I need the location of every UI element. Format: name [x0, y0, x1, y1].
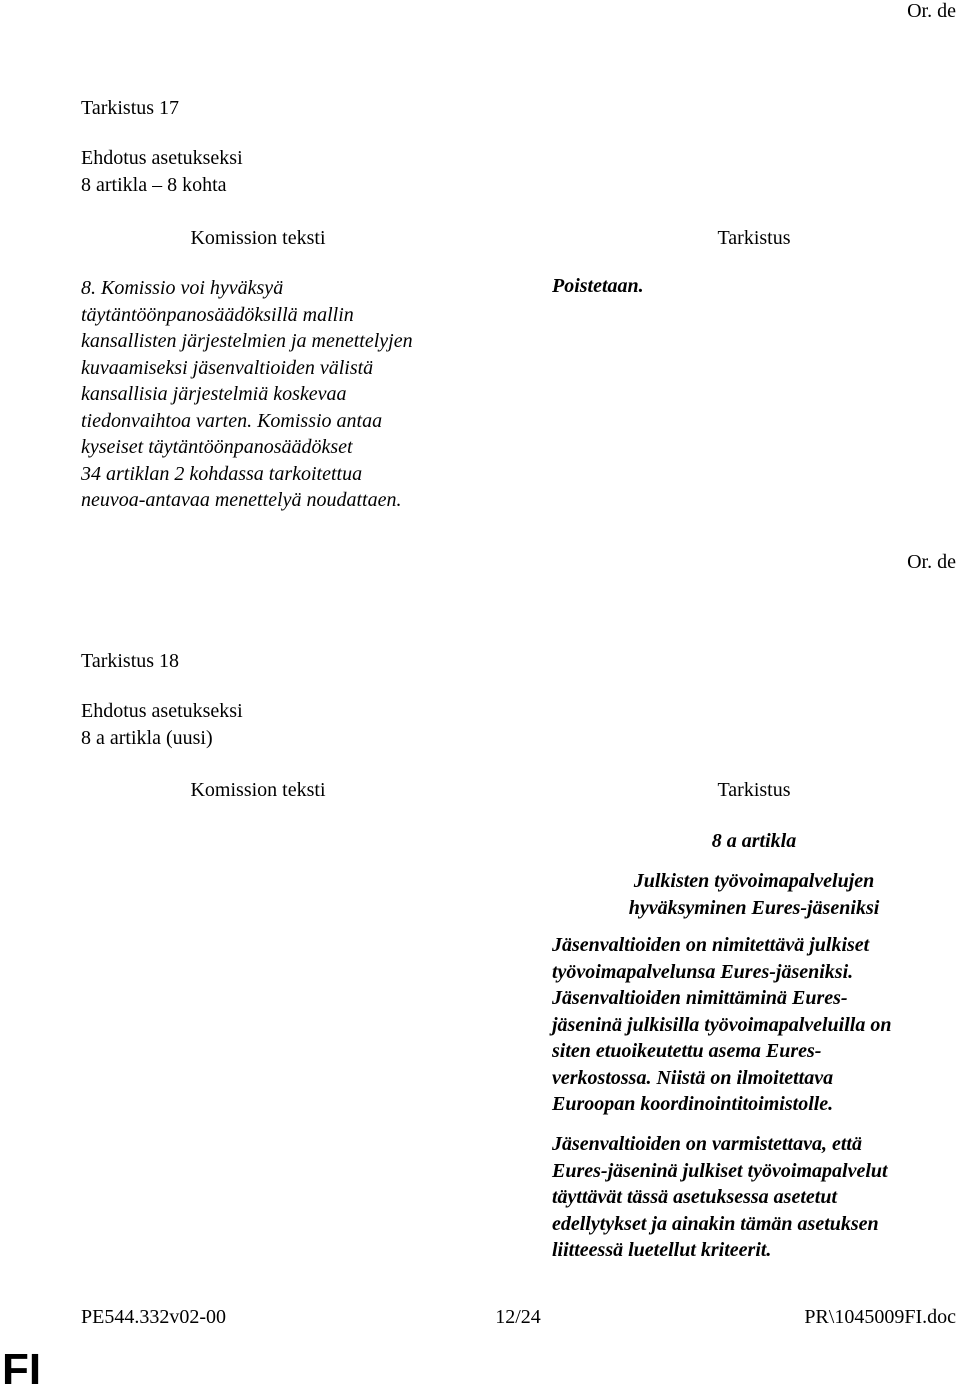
footer-page-number: 12/24: [495, 1306, 541, 1328]
text-line: siten etuoikeutettu asema Eures-: [552, 1040, 822, 1062]
text-line: jäseninä julkisilla työvoimapalveluilla on: [552, 1013, 892, 1036]
proposal-label: Ehdotus asetukseksi: [81, 700, 243, 722]
amendment-column-header: Tarkistus: [717, 779, 791, 801]
proposal-label: Ehdotus asetukseksi: [81, 147, 243, 169]
text-line: Eures-jäseninä julkiset työvoimapalvelut: [552, 1159, 888, 1182]
text-line: edellytykset ja ainakin tämän asetuksen: [552, 1212, 879, 1235]
text-line: neuvoa-antavaa menettelyä noudattaen.: [81, 489, 402, 511]
amendment-title: Tarkistus 18: [81, 650, 180, 672]
amendment-paragraph-1: [552, 932, 952, 1118]
article-reference: 8 a artikla (uusi): [81, 727, 213, 749]
text-line: kansallisten järjestelmien ja menettelyjen: [81, 330, 413, 352]
original-language-label: Or. de: [907, 0, 956, 22]
text-line: kyseiset täytäntöönpanosäädökset: [81, 436, 353, 458]
text-line: hyväksyminen Eures-jäseniksi: [628, 896, 880, 919]
new-article-heading: 8 a artikla: [711, 830, 797, 852]
commission-text-header: Komission teksti: [190, 779, 326, 801]
text-line: Jäsenvaltioiden on varmistettava, että: [552, 1133, 862, 1155]
text-line: työvoimapalvelunsa Eures-jäseniksi.: [552, 960, 854, 983]
article-reference: 8 artikla – 8 kohta: [81, 174, 227, 196]
commission-text-header: Komission teksti: [190, 227, 326, 249]
amendment-column-header: Tarkistus: [717, 227, 791, 249]
footer-file-reference: PR\1045009FI.doc: [804, 1306, 956, 1328]
commission-text-block: [81, 275, 481, 514]
text-line: täytäntöönpanosäädöksillä mallin: [81, 303, 354, 326]
language-code: FI: [2, 1345, 42, 1394]
amendment-text-deleted: Poistetaan.: [552, 275, 644, 297]
text-line: täyttävät tässä asetuksessa asetetut: [552, 1186, 837, 1208]
text-line: Euroopan koordinointitoimistolle.: [552, 1093, 834, 1115]
text-line: Jäsenvaltioiden on nimitettävä julkiset: [552, 934, 870, 956]
footer-document-reference: PE544.332v02-00: [81, 1306, 226, 1328]
text-line: kuvaamiseksi jäsenvaltioiden välistä: [81, 356, 374, 379]
new-article-title: [552, 868, 956, 921]
text-line: 34 artiklan 2 kohdassa tarkoitettua: [81, 462, 363, 485]
text-line: Julkisten työvoimapalvelujen: [633, 870, 875, 892]
original-language-label: Or. de: [907, 551, 956, 573]
text-line: liitteessä luetellut kriteerit.: [552, 1239, 772, 1261]
text-line: verkostossa. Niistä on ilmoitettava: [552, 1066, 834, 1089]
text-line: Jäsenvaltioiden nimittäminä Eures-: [552, 987, 848, 1009]
text-line: 8. Komissio voi hyväksyä: [81, 277, 284, 299]
text-line: tiedonvaihtoa varten. Komissio antaa: [81, 409, 383, 432]
text-line: kansallisia järjestelmiä koskevaa: [81, 383, 347, 405]
amendment-paragraph-2: [552, 1131, 952, 1264]
amendment-title: Tarkistus 17: [81, 97, 180, 119]
